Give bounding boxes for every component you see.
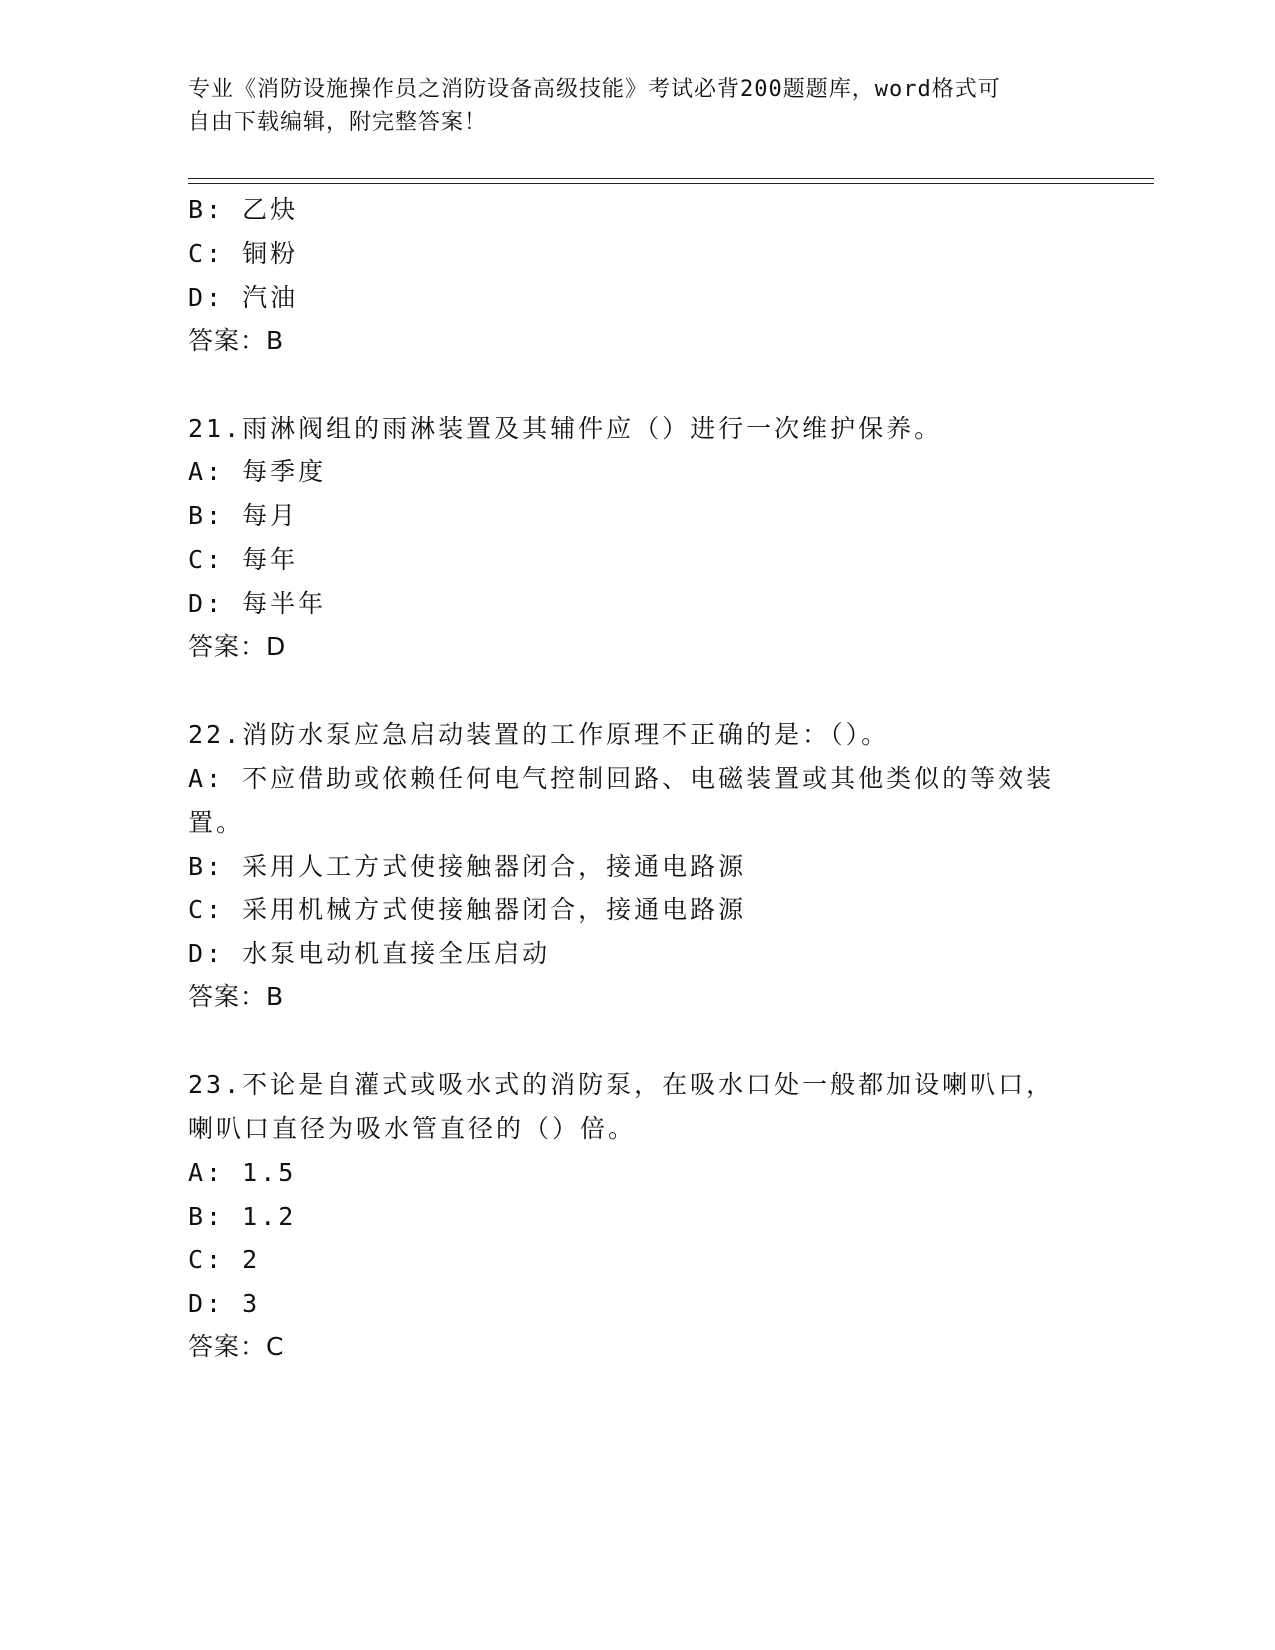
q22-stem: 22.消防水泵应急启动装置的工作原理不正确的是：（）。: [188, 720, 890, 749]
q21-answer: 答案：D: [188, 632, 287, 661]
header-divider-top: [188, 178, 1154, 179]
q23-option-a: A: 1.5: [188, 1158, 297, 1187]
prev-option-c: C: 铜粉: [188, 239, 299, 268]
q21-option-d: D: 每半年: [188, 589, 327, 618]
header-divider-bottom: [188, 183, 1154, 184]
prev-option-d: D: 汽油: [188, 283, 299, 312]
q21-option-c: C: 每年: [188, 545, 299, 574]
q23-option-c: C: 2: [188, 1245, 261, 1274]
q23-stem-line-1: 23.不论是自灌式或吸水式的消防泵，在吸水口处一般都加设喇叭口，: [188, 1070, 1055, 1099]
q23-answer: 答案：C: [188, 1332, 285, 1361]
q22-option-a: A: 不应借助或依赖任何电气控制回路、电磁装置或其他类似的等效装: [188, 764, 1055, 793]
prev-answer: 答案：B: [188, 326, 285, 355]
q21-option-a: A: 每季度: [188, 457, 327, 486]
q22-option-a-continued: 置。: [188, 808, 245, 837]
q23-option-b: B: 1.2: [188, 1202, 297, 1231]
q21-stem: 21.雨淋阀组的雨淋装置及其辅件应（）进行一次维护保养。: [188, 414, 943, 443]
prev-option-b: B: 乙炔: [188, 195, 299, 224]
header-line-1: 专业《消防设施操作员之消防设备高级技能》考试必背200题题库，word格式可: [188, 77, 1001, 102]
document-header: [188, 73, 1068, 139]
q22-option-b: B: 采用人工方式使接触器闭合，接通电路源: [188, 852, 747, 881]
q22-answer: 答案：B: [188, 982, 285, 1011]
q23-option-d: D: 3: [188, 1289, 261, 1318]
header-line-2: 自由下载编辑，附完整答案！: [188, 110, 488, 135]
q22-option-c: C: 采用机械方式使接触器闭合，接通电路源: [188, 895, 747, 924]
q21-option-b: B: 每月: [188, 501, 299, 530]
q22-option-d: D: 水泵电动机直接全压启动: [188, 939, 551, 968]
q23-stem-line-2: 喇叭口直径为吸水管直径的（）倍。: [188, 1114, 637, 1143]
